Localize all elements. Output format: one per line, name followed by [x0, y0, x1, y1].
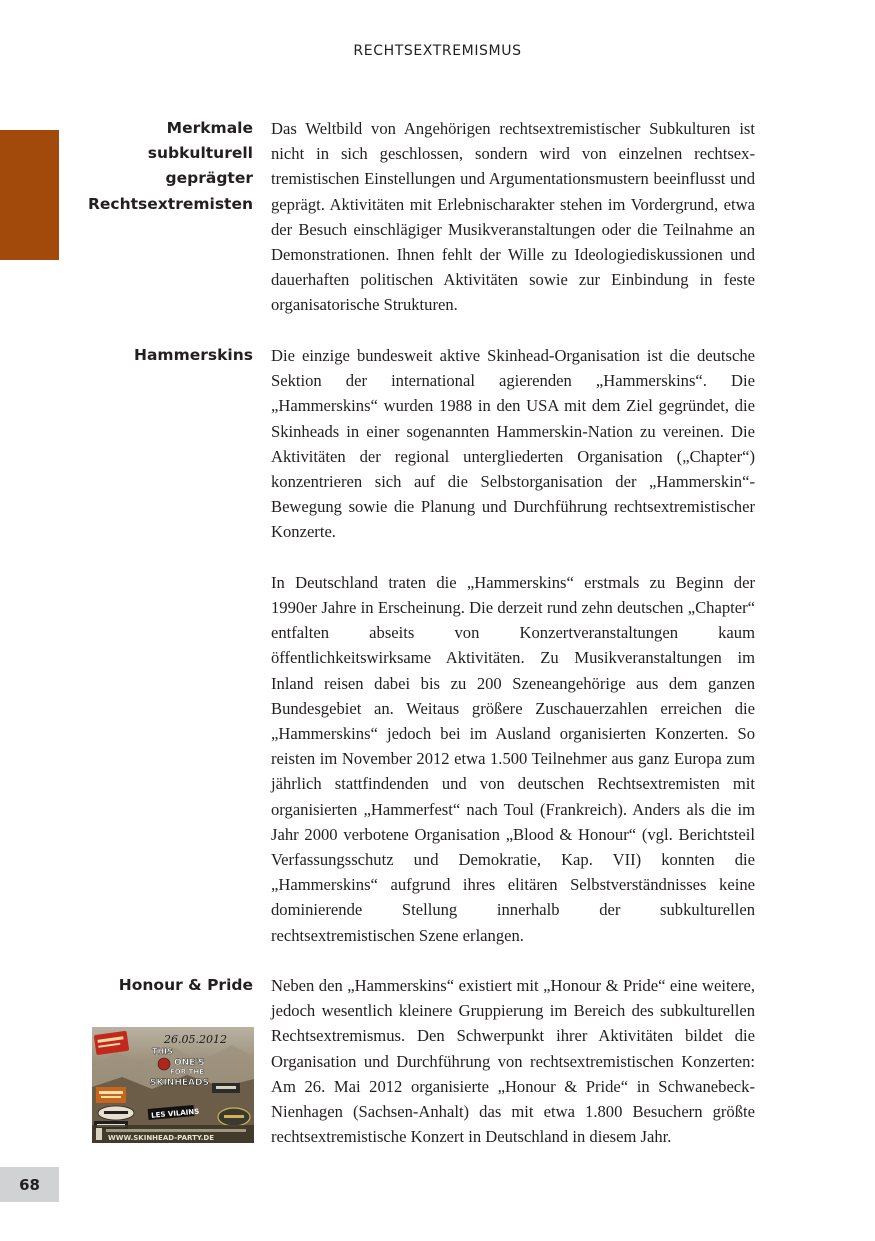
flyer-headline-3: FOR THE	[170, 1068, 204, 1076]
flyer-date: 26.05.2012	[164, 1033, 227, 1046]
label-line: geprägter	[165, 169, 253, 188]
flyer-band: LES VILAINS	[150, 1107, 200, 1120]
flyer-url: WWW.SKINHEAD-PARTY.DE	[108, 1134, 215, 1142]
flyer-headline-4: SKINHEADS	[150, 1078, 209, 1088]
section-body	[271, 116, 755, 318]
label-line: Honour & Pride	[118, 976, 253, 994]
label-line: Merkmale	[166, 119, 253, 137]
section-label	[73, 343, 253, 368]
section-label	[73, 973, 253, 998]
concert-flyer-image	[92, 1027, 254, 1143]
paragraph: Das Weltbild von Angehörigen rechtsextremistischer Subkulturen ist nicht in sich geschlossen, sondern wird von einzelnen rechtsextremistischen Einstellungen und Argumentationsmustern beeinflusst und geprägt. Aktivitäten mit Erlebnischarakter stehen im Vordergrund, etwa der Besuch einschlägiger Musikveranstaltungen oder die Teilnahme an Demonstrationen. Ihnen fehlt der Wille zu Ideologiediskussionen und dauerhaften politischen Aktivitäten sowie zur Einbindung in feste organisatorische Strukturen.	[271, 119, 755, 315]
section-body	[271, 973, 755, 1149]
paragraph: Neben den „Hammerskins“ existiert mit „Honour & Pride“ eine weitere, jedoch wesentlich kleinere Gruppierung im Bereich des subkulturellen Rechtsextremismus. Den Schwerpunkt ihrer Aktivitäten bildet die Organisation und Durchführung von rechtsextremistischen Konzerten: Am 26. Mai 2012 organisierte „Honour & Pride“ in Schwanebeck-Nienhagen (Sachsen-Anhalt) das mit etwa 1.800 Besuchern größte rechtsextremistische Konzert in Deutschland in diesem Jahr.	[271, 976, 755, 1147]
flyer-headline-2: ONE'S	[174, 1058, 205, 1068]
page-number: 68	[0, 1167, 59, 1202]
label-line: Hammerskins	[134, 346, 253, 364]
section-body	[271, 343, 755, 948]
running-header: RECHTSEXTREMISMUS	[353, 43, 522, 59]
chapter-color-tab	[0, 130, 59, 260]
flyer-headline-1: THIS	[152, 1047, 173, 1056]
paragraph: In Deutschland traten die „Hammerskins“ erstmals zu Beginn der 1990er Jahre in Erscheinung. Die derzeit rund zehn deutschen „Chapter“ entfalten abseits von Konzertveranstaltungen kaum öffentlichkeitswirksame Aktivitäten. Zu Musikveranstaltungen im Inland reisen dabei bis zu 200 Szeneangehörige aus dem ganzen Bundesgebiet an. Weitaus größere Zuschauerzahlen erreichen die „Hammerskins“ jedoch bei im Ausland organisierten Konzerten. So reisten im November 2012 etwa 1.500 Teilnehmer aus ganz Europa zum jährlich stattfindenden und von deutschen Rechtsextremisten mit organisierten „Hammerfest“ nach Toul (Frankreich). Anders als die im Jahr 2000 verbotene Organisation „Blood & Honour“ (vgl. Berichtsteil Verfassungsschutz und Demokratie, Kap. VII) konnten die „Hammerskins“ aufgrund ihres elitären Selbstverständnisses keine dominierende Stellung innerhalb der subkulturellen rechtsextremistischen Szene erlangen.	[271, 572, 755, 945]
section-label	[73, 116, 253, 217]
label-line: subkulturell	[147, 144, 253, 163]
paragraph: Die einzige bundesweit aktive Skinhead-Organisation ist die deutsche Sektion der international agierenden „Hammerskins“. Die „Hammerskins“ wurden 1988 in den USA mit dem Ziel gegründet, die Skinheads in einer sogenannten Hammerskin-Nation zu vereinen. Die Aktivitäten der regional untergliederten Organisation („Chapter“) konzentrieren sich auf die Selbstorganisation der „Hammerskin“-Bewegung sowie die Planung und Durchführung rechtsextremistischer Konzerte.	[271, 346, 755, 542]
label-line: Rechtsextremisten	[87, 194, 253, 213]
